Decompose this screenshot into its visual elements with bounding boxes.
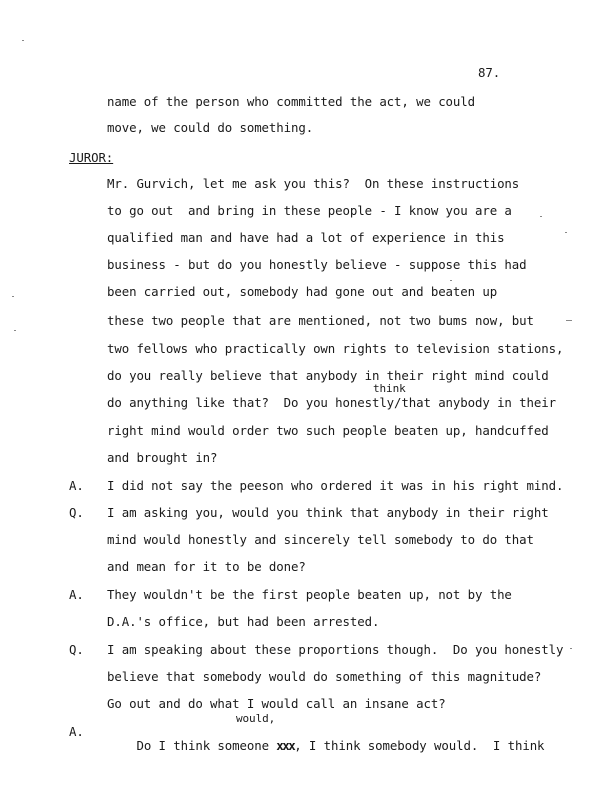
scan-speck [540,216,542,217]
scan-speck [565,232,567,233]
text-line: move, we could do something. [107,120,314,135]
text-line [107,725,544,767]
text-line: believe that somebody would do something of this magnitude? [107,669,542,684]
speaker-label: Q. [69,505,84,520]
text-line: and mean for it to be done? [107,559,306,574]
text-line: do anything like that? Do you honestly/that anybody in their [107,395,556,410]
scan-speck [566,320,572,321]
text-line: do you really believe that anybody in their right mind could [107,368,549,383]
text-line: I did not say the peeson who ordered it was in his right mind. [107,478,564,493]
text-line: and brought in? [107,450,218,465]
text-segment: , I think somebody would. I think [294,738,545,753]
scan-speck [22,40,24,41]
text-line: to go out and bring in these people - I know you are a [107,203,512,218]
text-line: qualified man and have had a lot of experience in this [107,230,505,245]
struck-out-word: xxx [276,738,295,753]
text-line: They wouldn't be the first people beaten up, not by the [107,587,512,602]
text-segment: Do I think someone [136,738,277,753]
scan-speck [12,296,14,297]
text-line: I am asking you, would you think that anybody in their right [107,505,549,520]
text-line: I am speaking about these proportions though. Do you honestly [107,642,564,657]
text-line: these two people that are mentioned, not two bums now, but [107,313,534,328]
text-line: mind would honestly and sincerely tell somebody to do that [107,532,534,547]
text-line: D.A.'s office, but had been arrested. [107,614,380,629]
text-line: been carried out, somebody had gone out and beaten up [107,284,498,299]
text-line: right mind would order two such people beaten up, handcuffed [107,423,549,438]
speaker-label: Q. [69,642,84,657]
text-line: Mr. Gurvich, let me ask you this? On these instructions [107,176,520,191]
speaker-label: A. [69,587,84,602]
interlinear-insertion: would, [236,712,276,725]
text-line: name of the person who committed the act, we could [107,94,475,109]
speaker-label: JUROR: [69,150,114,165]
text-line: two fellows who practically own rights to television stations, [107,341,564,356]
text-line: business - but do you honestly believe - suppose this had [107,257,527,272]
speaker-label: A. [69,478,84,493]
text-line: Go out and do what I would call an insane act? [107,696,446,711]
interlinear-insertion: think [373,382,406,395]
page-number: 87. [478,65,501,80]
scan-speck [14,330,16,331]
scan-speck [450,280,452,281]
scan-speck [570,648,572,649]
speaker-label: A. [69,724,84,739]
